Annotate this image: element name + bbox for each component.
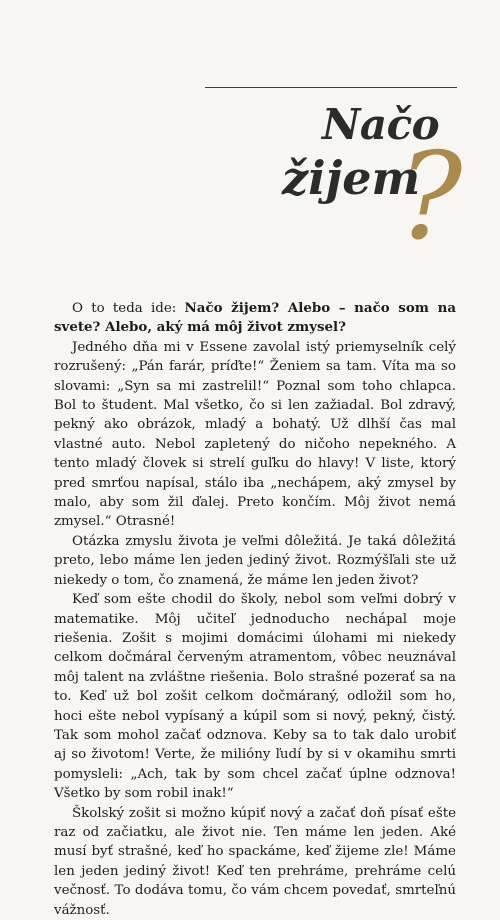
chapter-title-line1: Načo (322, 100, 440, 149)
paragraph-2-text: Jedného dňa mi v Essene zavolal istý priemyselník celý rozrušený: „Pán farár, príďte!“ Ženiem sa tam. Víta ma so slovami: „Syn sa mi zastrelil!“ Poznal som toho chlapca. Bol to študent. Mal všetko, čo si len zažiadal. Bol zdravý, pekný ako obrázok, mladý a bohatý. Už dlhší čas mal vlastné auto. Nebol zapletený do ničoho nepekného. A tento mladý človek si strelí guľku do hlavy! V liste, ktorý pred smrťou napísal, stálo iba „nechápem, aký zmysel by malo, aby som žil ďalej. Preto končím. Môj život nemá zmysel.“ Otrasné! (54, 339, 456, 530)
paragraph-4 (54, 590, 456, 803)
paragraph-1-lead: O to teda ide: (72, 301, 185, 316)
paragraph-1-bold: Načo žijem? Alebo – načo som na svete? Alebo, aký má môj život zmysel? (54, 300, 456, 336)
paragraph-1 (54, 299, 456, 338)
paragraph-5 (54, 804, 456, 920)
paragraph-2 (54, 338, 456, 532)
paragraph-3 (54, 532, 456, 590)
chapter-title-line2: žijem (282, 151, 421, 205)
chapter-body (54, 299, 456, 920)
title-rule (205, 87, 457, 88)
paragraph-4-text: Keď som ešte chodil do školy, nebol som veľmi dobrý v matematike. Môj učiteľ jednoducho nechápal moje riešenia. Zošit s mojimi domácimi úlohami mi niekedy celkom dočmáral červeným atramentom, vôbec neuznával môj talent na zvláštne riešenia. Bolo strašné pozerať sa na to. Keď už bol zošit celkom dočmáraný, odložil som ho, hoci ešte nebol vypísaný a kúpil som si nový, pekný, čistý. Tak som mohol začať odznova. Keby sa to tak dalo urobiť aj so životom! Verte, že milióny ľudí by si v okamihu smrti pomysleli: „Ach, tak by som chcel začať úplne odznova! Všetko by som robil inak!“ (54, 592, 456, 802)
title-question-mark: ? (398, 128, 463, 267)
paragraph-3-text: Otázka zmyslu života je veľmi dôležitá. Je taká dôležitá preto, lebo máme len jeden jediný život. Rozmýšľali ste už niekedy o tom, čo znamená, že máme len jeden život? (54, 533, 456, 588)
paragraph-5-text: Školský zošit si možno kúpiť nový a začať doň písať ešte raz od začiatku, ale život nie. Ten máme len jeden. Aké musí byť strašné, keď ho spackáme, keď žijeme zle! Máme len jeden jediný život! Keď ten prehráme, prehráme celú večnosť. To dodáva tomu, čo vám chcem povedať, smrteľnú vážnosť. (54, 805, 456, 918)
